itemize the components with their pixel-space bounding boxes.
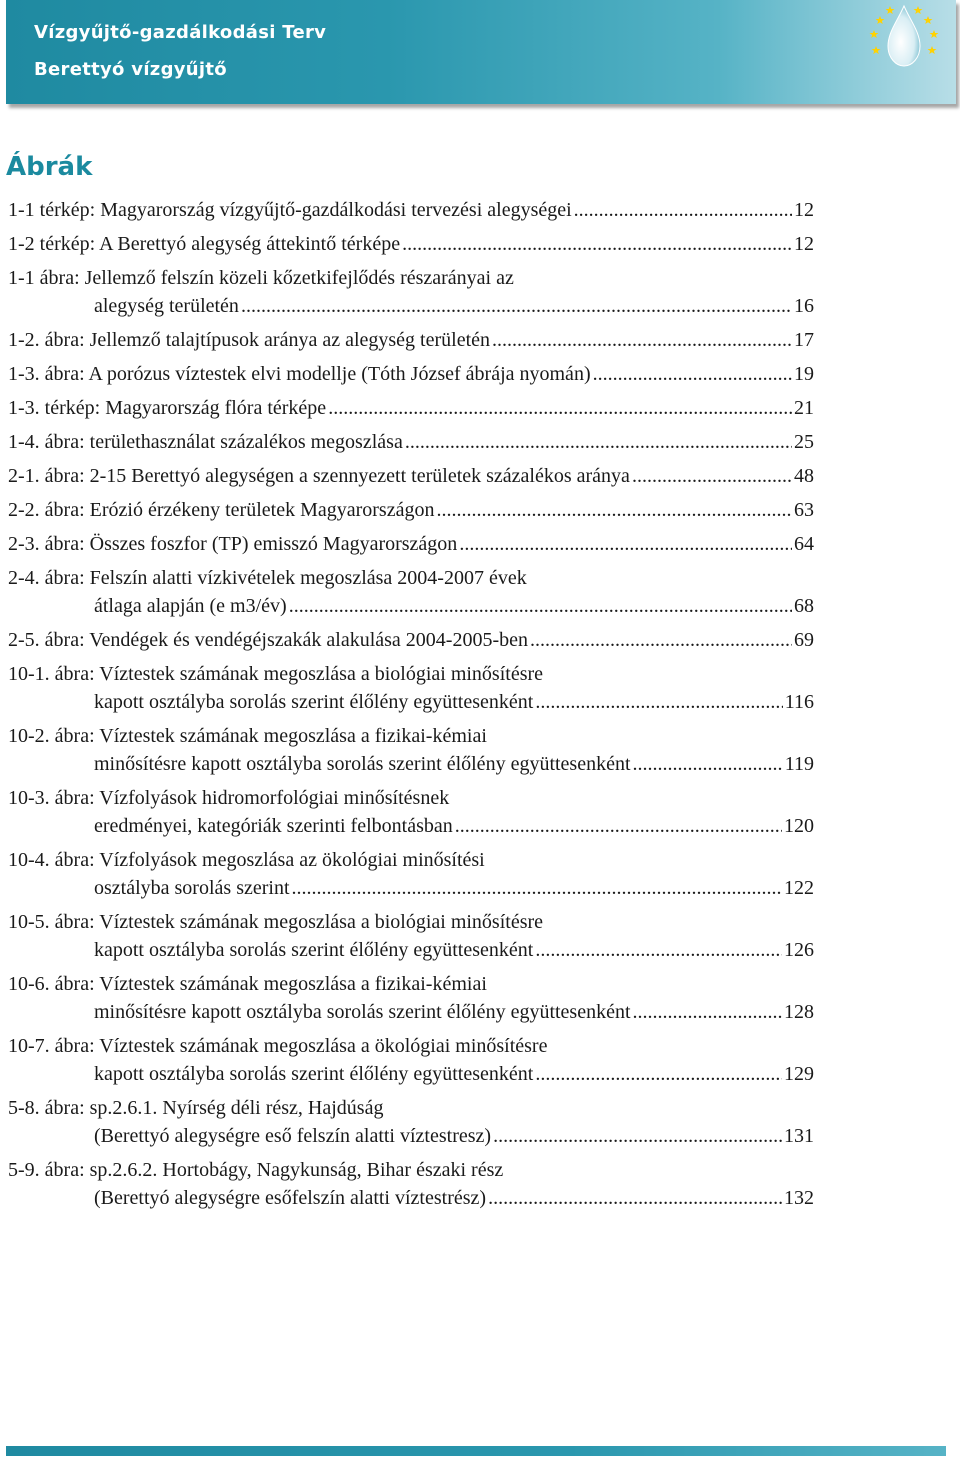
dot-leader — [535, 1059, 782, 1089]
dot-leader — [405, 427, 792, 457]
dot-leader — [493, 1121, 782, 1151]
figure-entry[interactable] — [94, 291, 814, 321]
dot-leader — [633, 749, 783, 779]
figure-entry-text: 1-2. ábra: Jellemző talajtípusok aránya az alegység területén — [8, 329, 491, 351]
figure-entry-text: 2-2. ábra: Erózió érzékeny területek Magyarországon — [8, 499, 435, 521]
figure-entry-title: 10-1. ábra: Víztestek számának megoszlása a biológiai minősítésre — [8, 663, 544, 685]
figure-entry-line — [8, 563, 814, 593]
figure-entry-line — [8, 1031, 814, 1061]
page-number: 21 — [794, 397, 814, 419]
figure-entry-title: 5-8. ábra: sp.2.6.1. Nyírség déli rész, Hajdúság — [8, 1097, 384, 1119]
page-number: 122 — [784, 877, 814, 899]
figure-entry[interactable] — [8, 461, 814, 491]
page-number: 68 — [794, 595, 814, 617]
figure-entry-title: 10-7. ábra: Víztestek számának megoszlása a ökológiai minősítésre — [8, 1035, 548, 1057]
figure-entry[interactable] — [8, 229, 814, 259]
figure-entry-text: (Berettyó alegységre eső felszín alatti víztestresz) — [94, 1125, 492, 1147]
page-number: 119 — [784, 753, 814, 775]
figure-entry-text: 2-5. ábra: Vendégek és vendégéjszakák alakulása 2004-2005-ben — [8, 629, 528, 651]
figure-entry-line — [8, 721, 814, 751]
figure-entry-title: 10-4. ábra: Vízfolyások megoszlása az ökológiai minősítési — [8, 849, 485, 871]
figure-entry-text: 1-4. ábra: területhasználat százalékos megoszlása — [8, 431, 403, 453]
figure-entry-title: 1-1 ábra: Jellemző felszín közeli kőzetkifejlődés részarányai az — [8, 267, 514, 289]
footer-bar — [6, 1446, 946, 1456]
figure-entry[interactable] — [8, 393, 814, 423]
figure-entry[interactable] — [94, 1183, 814, 1213]
figure-entry[interactable] — [8, 529, 814, 559]
page-number: 64 — [794, 533, 814, 555]
figure-entry[interactable] — [94, 935, 814, 965]
dot-leader — [633, 997, 782, 1027]
page-number: 128 — [784, 1001, 814, 1023]
page-number: 12 — [794, 233, 814, 255]
dot-leader — [455, 811, 782, 841]
page-number: 120 — [784, 815, 814, 837]
dot-leader — [530, 625, 792, 655]
dot-leader — [574, 195, 792, 225]
dot-leader — [241, 291, 792, 321]
figure-entry-text: 2-3. ábra: Összes foszfor (TP) emisszó Magyarországon — [8, 533, 458, 555]
dot-leader — [535, 935, 782, 965]
dot-leader — [492, 325, 792, 355]
figure-entry-title: 2-4. ábra: Felszín alatti vízkivételek megoszlása 2004-2007 évek — [8, 567, 527, 589]
page-number: 12 — [794, 199, 814, 221]
figure-entry[interactable] — [8, 325, 814, 355]
dot-leader — [593, 359, 792, 389]
figure-entry[interactable] — [94, 997, 814, 1027]
figure-entry-line — [8, 907, 814, 937]
figure-entry-text: minősítésre kapott osztályba sorolás szerint élőlény együttesenként — [94, 1001, 631, 1023]
figure-entry[interactable] — [8, 359, 814, 389]
dot-leader — [289, 591, 792, 621]
figure-entry[interactable] — [94, 591, 814, 621]
page-number: 132 — [784, 1187, 814, 1209]
figure-entry[interactable] — [8, 495, 814, 525]
dot-leader — [328, 393, 792, 423]
document-header — [6, 0, 956, 104]
figure-entry-text: kapott osztályba sorolás szerint élőlény együttesenként — [94, 939, 534, 961]
dot-leader — [488, 1183, 782, 1213]
figure-entry-text: 1-3. ábra: A porózus víztestek elvi modellje (Tóth József ábrája nyomán) — [8, 363, 591, 385]
page-number: 25 — [794, 431, 814, 453]
dot-leader — [459, 529, 792, 559]
figure-entry-text: 1-3. térkép: Magyarország flóra térképe — [8, 397, 327, 419]
page-number: 69 — [794, 629, 814, 651]
figure-entry[interactable] — [94, 811, 814, 841]
figure-entry[interactable] — [94, 1121, 814, 1151]
figure-entry-line — [8, 845, 814, 875]
figure-entry-line — [8, 783, 814, 813]
figure-entry-text: alegység területén — [94, 295, 239, 317]
figure-entry-text: (Berettyó alegységre esőfelszín alatti víztestrész) — [94, 1187, 487, 1209]
dot-leader — [632, 461, 792, 491]
figure-entry-line — [8, 1155, 814, 1185]
figure-entry-line — [8, 659, 814, 689]
figure-entry[interactable] — [8, 427, 814, 457]
figure-entry[interactable] — [94, 749, 814, 779]
page-number: 17 — [794, 329, 814, 351]
water-drop-eu-stars-icon — [860, 0, 948, 72]
figure-entry-text: átlaga alapján (e m3/év) — [94, 595, 287, 617]
figure-entry-line — [8, 969, 814, 999]
page-title: Ábrák — [6, 152, 93, 182]
page-number: 16 — [794, 295, 814, 317]
page-number: 48 — [794, 465, 814, 487]
dot-leader — [292, 873, 783, 903]
page-number: 129 — [784, 1063, 814, 1085]
figure-entry-title: 5-9. ábra: sp.2.6.2. Hortobágy, Nagykunság, Bihar északi rész — [8, 1159, 504, 1181]
figure-entry[interactable] — [8, 625, 814, 655]
figure-entry-title: 10-2. ábra: Víztestek számának megoszlása a fizikai-kémiai — [8, 725, 487, 747]
figure-entry-text: 2-1. ábra: 2-15 Berettyó alegységen a szennyezett területek százalékos aránya — [8, 465, 630, 487]
page-number: 63 — [794, 499, 814, 521]
figure-entry[interactable] — [94, 873, 814, 903]
figure-entry-text: kapott osztályba sorolás szerint élőlény együttesenként — [94, 1063, 534, 1085]
header-subtitle: Berettyó vízgyűjtő — [34, 59, 227, 80]
figure-entry[interactable] — [94, 687, 814, 717]
figure-entry-text: eredményei, kategóriák szerinti felbontásban — [94, 815, 453, 837]
page-number: 19 — [794, 363, 814, 385]
figure-entry-text: kapott osztályba sorolás szerint élőlény együttesenként — [94, 691, 534, 713]
dot-leader — [436, 495, 792, 525]
figure-entry-title: 10-6. ábra: Víztestek számának megoszlása a fizikai-kémiai — [8, 973, 487, 995]
dot-leader — [402, 229, 792, 259]
figure-entry-text: osztályba sorolás szerint — [94, 877, 290, 899]
figure-entry-text: 1-1 térkép: Magyarország vízgyűjtő-gazdálkodási tervezési alegységei — [8, 199, 572, 221]
header-title: Vízgyűjtő-gazdálkodási Terv — [34, 22, 327, 43]
figure-entry-line — [8, 1093, 814, 1123]
page-number: 126 — [784, 939, 814, 961]
dot-leader — [535, 687, 782, 717]
figure-entry-text: minősítésre kapott osztályba sorolás szerint élőlény együttesenként — [94, 753, 631, 775]
page-number: 131 — [784, 1125, 814, 1147]
figure-entry-text: 1-2 térkép: A Berettyó alegység áttekintő térképe — [8, 233, 401, 255]
figure-entry-line — [8, 263, 814, 293]
figure-entry[interactable] — [8, 195, 814, 225]
figure-entry[interactable] — [94, 1059, 814, 1089]
figure-entry-title: 10-5. ábra: Víztestek számának megoszlása a biológiai minősítésre — [8, 911, 544, 933]
page-number: 116 — [784, 691, 814, 713]
figure-entry-title: 10-3. ábra: Vízfolyások hidromorfológiai minősítésnek — [8, 787, 450, 809]
